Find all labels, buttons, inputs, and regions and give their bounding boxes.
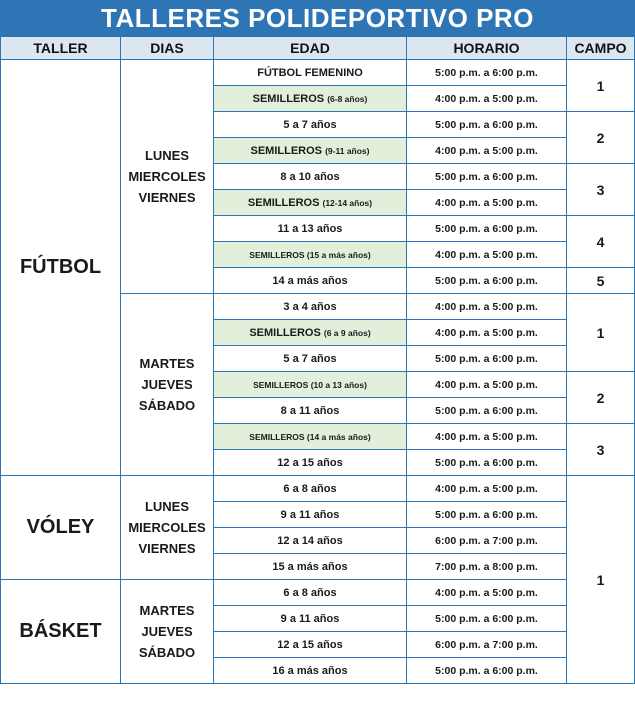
- dias-lunes-miercoles-viernes: [121, 60, 214, 294]
- semilleros-label: SEMILLEROS: [252, 92, 325, 105]
- edad-cell: 5 a 7 años: [214, 112, 407, 138]
- campo-cell: 1: [567, 60, 635, 112]
- edad-cell-semilleros: [214, 320, 407, 346]
- edad-cell: 12 a 15 años: [214, 450, 407, 476]
- horario-cell: 6:00 p.m. a 7:00 p.m.: [407, 632, 567, 658]
- dia-label: MIERCOLES: [128, 520, 206, 535]
- horario-cell: 5:00 p.m. a 6:00 p.m.: [407, 450, 567, 476]
- horario-cell: 5:00 p.m. a 6:00 p.m.: [407, 164, 567, 190]
- semilleros-range: (9-11 años): [325, 145, 370, 156]
- horario-cell: 4:00 p.m. a 5:00 p.m.: [407, 580, 567, 606]
- taller-basket: BÁSKET: [1, 580, 121, 684]
- dias-lunes-miercoles-viernes: [121, 476, 214, 580]
- horario-cell: 7:00 p.m. a 8:00 p.m.: [407, 554, 567, 580]
- horario-cell: 5:00 p.m. a 6:00 p.m.: [407, 268, 567, 294]
- dia-label: SÁBADO: [138, 645, 196, 660]
- horario-cell: 4:00 p.m. a 5:00 p.m.: [407, 320, 567, 346]
- campo-cell: 5: [567, 268, 635, 294]
- horario-cell: 5:00 p.m. a 6:00 p.m.: [407, 346, 567, 372]
- horario-cell: 5:00 p.m. a 6:00 p.m.: [407, 398, 567, 424]
- edad-cell: 15 a más años: [214, 554, 407, 580]
- edad-cell: 6 a 8 años: [214, 476, 407, 502]
- semilleros-label: SEMILLEROS: [247, 196, 320, 209]
- horario-cell: 4:00 p.m. a 5:00 p.m.: [407, 372, 567, 398]
- campo-cell: 1: [567, 476, 635, 684]
- horario-cell: 4:00 p.m. a 5:00 p.m.: [407, 424, 567, 450]
- horario-cell: 5:00 p.m. a 6:00 p.m.: [407, 606, 567, 632]
- taller-voley: VÓLEY: [1, 476, 121, 580]
- campo-cell: 3: [567, 424, 635, 476]
- taller-futbol: FÚTBOL: [1, 60, 121, 476]
- edad-cell-semilleros: [214, 424, 407, 450]
- semilleros-range: (12-14 años): [322, 197, 373, 208]
- header-dias: DIAS: [121, 37, 214, 60]
- semilleros-range: (6-8 años): [327, 93, 368, 104]
- horario-cell: 4:00 p.m. a 5:00 p.m.: [407, 190, 567, 216]
- table-header-row: [1, 37, 635, 60]
- edad-cell: 16 a más años: [214, 658, 407, 684]
- edad-cell: 12 a 15 años: [214, 632, 407, 658]
- schedule-table: [0, 36, 635, 684]
- campo-cell: 2: [567, 372, 635, 424]
- edad-cell: 12 a 14 años: [214, 528, 407, 554]
- dias-martes-jueves-sabado: [121, 294, 214, 476]
- dia-label: VIERNES: [138, 190, 196, 205]
- table-row: [1, 580, 635, 606]
- header-campo: CAMPO: [567, 37, 635, 60]
- edad-cell-semilleros: [214, 242, 407, 268]
- dia-label: MIERCOLES: [128, 169, 206, 184]
- semilleros-label: SEMILLEROS (15 a más años): [249, 249, 371, 260]
- edad-cell-semilleros: [214, 86, 407, 112]
- horario-cell: 5:00 p.m. a 6:00 p.m.: [407, 112, 567, 138]
- horario-cell: 5:00 p.m. a 6:00 p.m.: [407, 216, 567, 242]
- table-row: [1, 476, 635, 502]
- dia-label: JUEVES: [141, 377, 193, 392]
- horario-cell: 4:00 p.m. a 5:00 p.m.: [407, 294, 567, 320]
- horario-cell: 4:00 p.m. a 5:00 p.m.: [407, 138, 567, 164]
- semilleros-range: (6 a 9 años): [323, 327, 371, 338]
- semilleros-label: SEMILLEROS: [249, 326, 321, 339]
- campo-cell: 4: [567, 216, 635, 268]
- edad-cell: 6 a 8 años: [214, 580, 407, 606]
- dia-label: VIERNES: [138, 541, 196, 556]
- header-edad: EDAD: [214, 37, 407, 60]
- edad-cell: 3 a 4 años: [214, 294, 407, 320]
- edad-cell: FÚTBOL FEMENINO: [214, 60, 407, 86]
- horario-cell: 5:00 p.m. a 6:00 p.m.: [407, 502, 567, 528]
- semilleros-label: SEMILLEROS (10 a 13 años): [253, 379, 367, 390]
- edad-cell-semilleros: [214, 190, 407, 216]
- edad-cell-semilleros: [214, 372, 407, 398]
- campo-cell: 3: [567, 164, 635, 216]
- dia-label: MARTES: [139, 603, 195, 618]
- edad-cell: 8 a 10 años: [214, 164, 407, 190]
- horario-cell: 4:00 p.m. a 5:00 p.m.: [407, 86, 567, 112]
- page-title: TALLERES POLIDEPORTIVO PRO: [0, 0, 635, 36]
- dia-label: MARTES: [139, 356, 195, 371]
- edad-cell: 5 a 7 años: [214, 346, 407, 372]
- dia-label: JUEVES: [141, 624, 193, 639]
- header-taller: TALLER: [1, 37, 121, 60]
- campo-cell: 2: [567, 112, 635, 164]
- dia-label: SÁBADO: [138, 398, 196, 413]
- edad-cell: 9 a 11 años: [214, 606, 407, 632]
- edad-cell: 14 a más años: [214, 268, 407, 294]
- dia-label: LUNES: [144, 148, 190, 163]
- edad-cell: 9 a 11 años: [214, 502, 407, 528]
- header-horario: HORARIO: [407, 37, 567, 60]
- semilleros-label: SEMILLEROS: [250, 144, 323, 157]
- edad-cell-semilleros: [214, 138, 407, 164]
- dia-label: LUNES: [144, 499, 190, 514]
- campo-cell: 1: [567, 294, 635, 372]
- horario-cell: 6:00 p.m. a 7:00 p.m.: [407, 528, 567, 554]
- table-row: [1, 60, 635, 86]
- dias-martes-jueves-sabado: [121, 580, 214, 684]
- edad-cell: 11 a 13 años: [214, 216, 407, 242]
- edad-cell: 8 a 11 años: [214, 398, 407, 424]
- horario-cell: 4:00 p.m. a 5:00 p.m.: [407, 242, 567, 268]
- horario-cell: 5:00 p.m. a 6:00 p.m.: [407, 658, 567, 684]
- semilleros-label: SEMILLEROS (14 a más años): [249, 431, 371, 442]
- horario-cell: 4:00 p.m. a 5:00 p.m.: [407, 476, 567, 502]
- horario-cell: 5:00 p.m. a 6:00 p.m.: [407, 60, 567, 86]
